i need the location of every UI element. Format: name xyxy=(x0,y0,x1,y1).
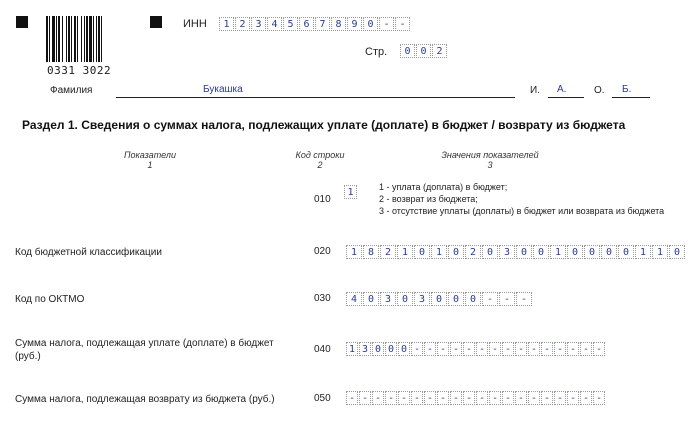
digit-cell[interactable]: 0 xyxy=(533,245,549,259)
page-label: Стр. xyxy=(365,46,388,58)
digit-cell[interactable]: 0 xyxy=(516,245,532,259)
barcode-bar xyxy=(86,16,88,62)
digit-cell[interactable]: - xyxy=(463,342,475,356)
digit-cell[interactable]: 0 xyxy=(363,292,379,306)
digit-cell[interactable]: 0 xyxy=(618,245,634,259)
barcode xyxy=(46,16,128,66)
initial-o-label: О. xyxy=(594,85,605,96)
digit-cell[interactable]: - xyxy=(567,391,579,405)
col1-header xyxy=(100,150,200,170)
barcode-bar xyxy=(77,16,78,62)
digit-cell[interactable]: - xyxy=(580,342,592,356)
row-050-code: 050 xyxy=(314,393,331,404)
digit-cell[interactable]: 7 xyxy=(315,17,330,31)
digit-cell[interactable]: - xyxy=(567,342,579,356)
barcode-bar xyxy=(101,16,102,62)
barcode-bar xyxy=(71,16,72,62)
col3-header xyxy=(430,150,550,170)
digit-cell[interactable]: - xyxy=(411,391,423,405)
digit-cell[interactable]: - xyxy=(437,342,449,356)
row-040-code: 040 xyxy=(314,344,331,355)
barcode-bar xyxy=(74,16,76,62)
inn-field[interactable] xyxy=(219,17,411,31)
digit-cell[interactable]: 3 xyxy=(499,245,515,259)
digit-cell[interactable]: - xyxy=(499,292,515,306)
digit-cell[interactable]: 4 xyxy=(346,292,362,306)
barcode-bar xyxy=(56,16,57,62)
col1-num: 1 xyxy=(147,160,153,170)
barcode-bar xyxy=(68,16,70,62)
digit-cell[interactable]: 1 xyxy=(346,245,362,259)
digit-cell[interactable]: 0 xyxy=(482,245,498,259)
digit-cell[interactable]: - xyxy=(580,391,592,405)
digit-cell[interactable]: 0 xyxy=(363,17,378,31)
initial-o-field[interactable] xyxy=(612,85,650,98)
digit-cell[interactable]: - xyxy=(398,391,410,405)
surname-field[interactable] xyxy=(116,85,515,98)
barcode-bar xyxy=(52,16,55,62)
digit-cell[interactable]: 2 xyxy=(235,17,250,31)
col2-num: 2 xyxy=(317,160,323,170)
digit-cell[interactable]: 4 xyxy=(267,17,282,31)
digit-cell[interactable]: 1 xyxy=(652,245,668,259)
row-050-label: Сумма налога, подлежащая возврату из бюджета (руб.) xyxy=(15,394,275,405)
digit-cell[interactable]: 0 xyxy=(448,292,464,306)
row-020-field[interactable] xyxy=(346,245,686,259)
col3-title: Значения показателей xyxy=(441,150,539,160)
initial-i-value: А. xyxy=(557,84,567,95)
barcode-bar xyxy=(66,16,67,62)
initial-i-label: И. xyxy=(530,85,540,96)
row-040-label-line2: (руб.) xyxy=(15,351,41,362)
digit-cell[interactable]: 2 xyxy=(432,44,447,58)
digit-cell[interactable]: - xyxy=(502,391,514,405)
corner-marker-left xyxy=(16,16,28,28)
section-title: Раздел 1. Сведения о суммах налога, подлежащих уплате (доплате) в бюджет / возврату из бюджета xyxy=(22,118,626,132)
digit-cell[interactable]: 0 xyxy=(400,44,415,58)
digit-cell[interactable]: 8 xyxy=(363,245,379,259)
digit-cell[interactable]: 0 xyxy=(414,245,430,259)
digit-cell[interactable]: 0 xyxy=(601,245,617,259)
row-020-label: Код бюджетной классификации xyxy=(15,247,162,258)
digit-cell[interactable]: - xyxy=(489,342,501,356)
digit-cell[interactable]: - xyxy=(450,391,462,405)
barcode-bar xyxy=(62,16,63,62)
digit-cell[interactable]: - xyxy=(372,391,384,405)
surname-value: Букашка xyxy=(203,84,243,95)
note-line-3: 3 - отсутствие уплаты (доплаты) в бюджет или возврата из бюджета xyxy=(379,206,665,216)
digit-cell[interactable]: 0 xyxy=(385,342,397,356)
digit-cell[interactable]: - xyxy=(379,17,394,31)
digit-cell[interactable]: 0 xyxy=(465,292,481,306)
row-010-code: 010 xyxy=(314,194,331,205)
digit-cell[interactable]: - xyxy=(515,391,527,405)
digit-cell[interactable]: 6 xyxy=(299,17,314,31)
digit-cell[interactable]: - xyxy=(541,342,553,356)
page-number-field[interactable] xyxy=(400,44,448,58)
barcode-bar xyxy=(93,16,94,62)
digit-cell[interactable]: 1 xyxy=(397,245,413,259)
col2-title: Код строки xyxy=(295,150,345,160)
col2-header xyxy=(280,150,360,170)
digit-cell[interactable]: 1 xyxy=(344,185,357,199)
digit-cell[interactable]: - xyxy=(476,391,488,405)
digit-cell[interactable]: - xyxy=(437,391,449,405)
digit-cell[interactable]: - xyxy=(541,391,553,405)
digit-cell[interactable]: 0 xyxy=(372,342,384,356)
digit-cell[interactable]: 3 xyxy=(359,342,371,356)
surname-label: Фамилия xyxy=(50,85,93,96)
digit-cell[interactable]: - xyxy=(395,17,410,31)
digit-cell[interactable]: - xyxy=(424,342,436,356)
barcode-number: 0331 3022 xyxy=(47,64,112,77)
digit-cell[interactable]: - xyxy=(528,391,540,405)
barcode-bar xyxy=(46,16,48,62)
digit-cell[interactable]: 1 xyxy=(219,17,234,31)
row-040-label xyxy=(15,337,274,363)
barcode-bar xyxy=(58,16,60,62)
digit-cell[interactable]: 5 xyxy=(283,17,298,31)
digit-cell[interactable]: - xyxy=(482,292,498,306)
row-030-field[interactable] xyxy=(346,292,533,306)
digit-cell[interactable]: 1 xyxy=(635,245,651,259)
barcode-bar xyxy=(89,16,92,62)
col1-title: Показатели xyxy=(124,150,176,160)
digit-cell[interactable]: 0 xyxy=(398,342,410,356)
digit-cell[interactable]: 2 xyxy=(380,245,396,259)
digit-cell[interactable]: 2 xyxy=(465,245,481,259)
inn-label: ИНН xyxy=(183,18,207,30)
row-020-code: 020 xyxy=(314,246,331,257)
digit-cell[interactable]: - xyxy=(450,342,462,356)
digit-cell[interactable]: 0 xyxy=(416,44,431,58)
digit-cell[interactable]: 1 xyxy=(431,245,447,259)
note-line-1: 1 - уплата (доплата) в бюджет; xyxy=(379,182,508,192)
digit-cell[interactable]: 1 xyxy=(346,342,358,356)
initial-i-field[interactable] xyxy=(548,85,584,98)
barcode-bar xyxy=(49,16,50,62)
digit-cell[interactable]: - xyxy=(424,391,436,405)
initial-o-value: Б. xyxy=(622,84,632,95)
digit-cell[interactable]: 8 xyxy=(331,17,346,31)
digit-cell[interactable]: - xyxy=(554,391,566,405)
digit-cell[interactable]: 3 xyxy=(414,292,430,306)
digit-cell[interactable]: - xyxy=(516,292,532,306)
row-030-label: Код по ОКТМО xyxy=(15,294,85,305)
row-040-label-line1: Сумма налога, подлежащая уплате (доплате) в бюджет xyxy=(15,338,274,349)
digit-cell[interactable]: 1 xyxy=(550,245,566,259)
digit-cell[interactable]: 0 xyxy=(567,245,583,259)
digit-cell[interactable]: 0 xyxy=(431,292,447,306)
digit-cell[interactable]: 0 xyxy=(397,292,413,306)
corner-marker-right xyxy=(150,16,162,28)
digit-cell[interactable]: - xyxy=(385,391,397,405)
digit-cell[interactable]: 3 xyxy=(380,292,396,306)
digit-cell[interactable]: 0 xyxy=(669,245,685,259)
row-050-field[interactable] xyxy=(346,391,606,405)
digit-cell[interactable]: 9 xyxy=(347,17,362,31)
digit-cell[interactable]: - xyxy=(476,342,488,356)
row-030-code: 030 xyxy=(314,293,331,304)
digit-cell[interactable]: - xyxy=(502,342,514,356)
digit-cell[interactable]: - xyxy=(593,391,605,405)
note-line-2: 2 - возврат из бюджета; xyxy=(379,194,478,204)
digit-cell[interactable]: - xyxy=(411,342,423,356)
barcode-bar xyxy=(96,16,97,62)
digit-cell[interactable]: - xyxy=(489,391,501,405)
digit-cell[interactable]: - xyxy=(593,342,605,356)
digit-cell[interactable]: - xyxy=(528,342,540,356)
barcode-bar xyxy=(98,16,100,62)
digit-cell[interactable]: 0 xyxy=(584,245,600,259)
barcode-bar xyxy=(84,16,85,62)
row-040-field[interactable] xyxy=(346,342,606,356)
digit-cell[interactable]: 3 xyxy=(251,17,266,31)
digit-cell[interactable]: - xyxy=(554,342,566,356)
digit-cell[interactable]: - xyxy=(346,391,358,405)
digit-cell[interactable]: - xyxy=(515,342,527,356)
col3-num: 3 xyxy=(487,160,493,170)
digit-cell[interactable]: 0 xyxy=(448,245,464,259)
row-010-notes xyxy=(379,181,664,217)
digit-cell[interactable]: - xyxy=(463,391,475,405)
digit-cell[interactable]: - xyxy=(359,391,371,405)
barcode-bar xyxy=(81,16,82,62)
row-010-field[interactable] xyxy=(344,185,358,199)
